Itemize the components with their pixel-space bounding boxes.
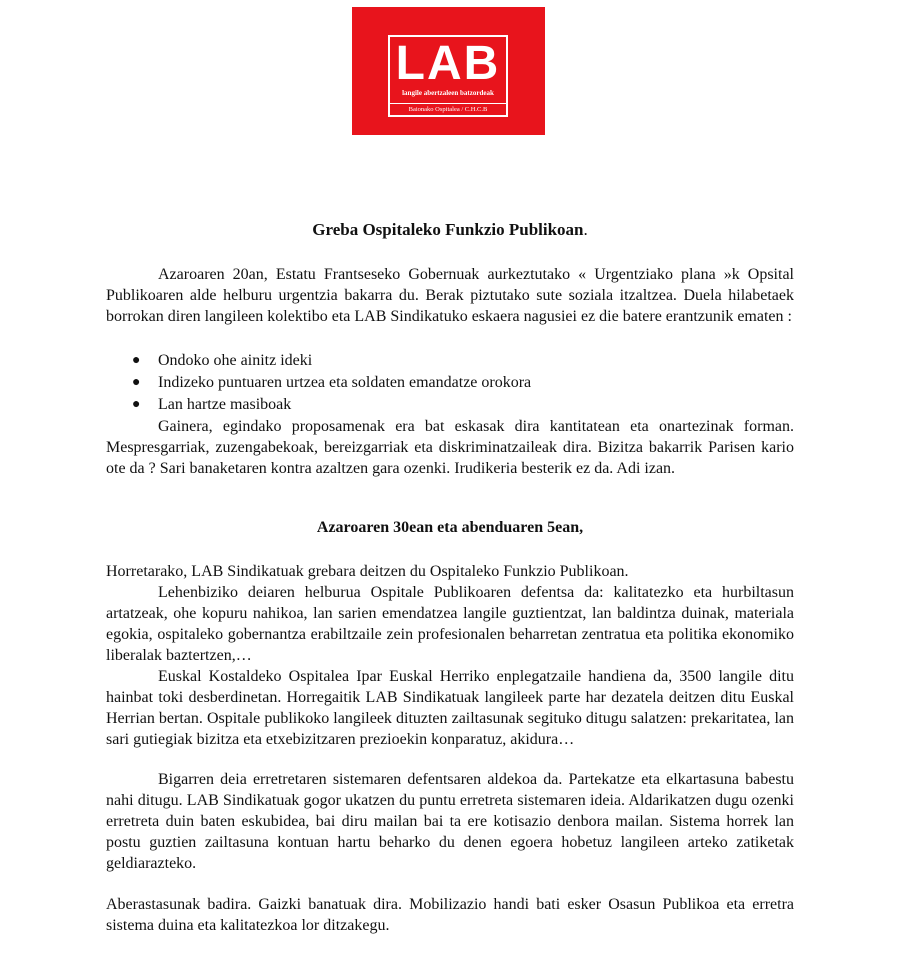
euskal-paragraph: Euskal Kostaldeko Ospitalea Ipar Euskal Herriko enplegatzaile handiena da, 3500 langile ditu hainbat toki desberdinetan. Horregaitik LAB Sindikatuak langileek parte har dezatela deitzen ditu Euskal Herrian bertan. Ospitale publikoko langileek dituzten zailtasunak segituko ditugu salatzen: prekaritatea, lan sari gutiegiak bizitza eta etxebizitzaren prezioekin konparatuz, akidura… bbox=[106, 668, 794, 748]
gainera-paragraph: Gainera, egindako proposamenak era bat eskasak dira kantitatean eta onartezinak forman. Mespresgarriak, zuzengabekoak, bereizgarriak eta diskriminatzaileak dira. Bizitza bakarrik Parisen kario ote da ? Sari banaketaren kontra azaltzen gara ozenki. Irudikeria besterik ez da. Adi izan. bbox=[106, 418, 794, 477]
demands-list bbox=[106, 350, 794, 416]
lehenbiziko-paragraph: Lehenbiziko deiaren helburua Ospitale Publikoaren defentsa da: kalitatezko eta hurbiltasun artatzeak, ohe kopuru nahikoa, lan sarien emendatzea langile guztientzat, lan baldintza duinak, materiala egokia, ospitaleko gobernantza erabiltzaile zein profesionalen beharretan zentratua eta politika ekonomiko liberalak baztertzen,… bbox=[106, 584, 794, 664]
bigarren-paragraph: Bigarren deia erretretaren sistemaren defentsaren aldekoa da. Partekatze eta elkartasuna babestu nahi ditugu. LAB Sindikatuak gogor ukatzen du puntu erretreta sistemaren ideia. Aldarikatzen dugu ozenki erretreta duin baten eskubidea, bai diru mailan bai ta ere kotisazio denbora mailan. Sistema horrek lan postu guztien zailtasuna kontuan hartu beharko du denen egoera hobetuz langileen arteko zatiketak geldiarazteko. bbox=[106, 771, 794, 872]
bullet-icon: ● bbox=[132, 353, 141, 368]
list-item: ● Ondoko ohe ainitz ideki bbox=[106, 350, 794, 372]
horretarako-paragraph: Horretarako, LAB Sindikatuak grebara deitzen du Ospitaleko Funkzio Publikoan. bbox=[106, 563, 629, 580]
intro-paragraph: Azaroaren 20an, Estatu Frantseseko Gobernuak aurkeztutako « Urgentziako plana »k Opsital Publikoaren alde helburu urgentzia bakarra du. Berak piztutako sute soziala itzaltzea. Duela hilabetaek borrokan diren langileen kolektibo eta LAB Sindikatuko eskaera nagusiei ez die batere erantzunik ematen : bbox=[106, 266, 794, 325]
list-item: ● Lan hartze masiboak bbox=[106, 394, 794, 416]
title-text: Greba Ospitaleko Funkzio Publikoan bbox=[312, 220, 584, 239]
document-title bbox=[0, 220, 900, 240]
lab-logo bbox=[352, 7, 545, 135]
aberastasunak-paragraph: Aberastasunak badira. Gaizki banatuak dira. Mobilizazio handi bati esker Osasun Publikoa eta erretra sistema duina eta kalitatezkoa lor ditzakegu. bbox=[106, 896, 794, 934]
date-subtitle: Azaroaren 30ean eta abenduaren 5ean, bbox=[316, 519, 584, 536]
bullet-icon: ● bbox=[132, 397, 141, 412]
title-period: . bbox=[583, 220, 588, 239]
bullet-icon: ● bbox=[132, 375, 141, 390]
logo-frame bbox=[388, 35, 508, 117]
list-item: ● Indizeko puntuaren urtzea eta soldaten emandatze orokora bbox=[106, 372, 794, 394]
logo-word: LAB bbox=[395, 37, 501, 90]
logo-subline: Baionako Ospitalea / C.H.C.B bbox=[390, 103, 506, 114]
logo-tagline: langile abertzaleen batzordeak bbox=[402, 89, 494, 97]
